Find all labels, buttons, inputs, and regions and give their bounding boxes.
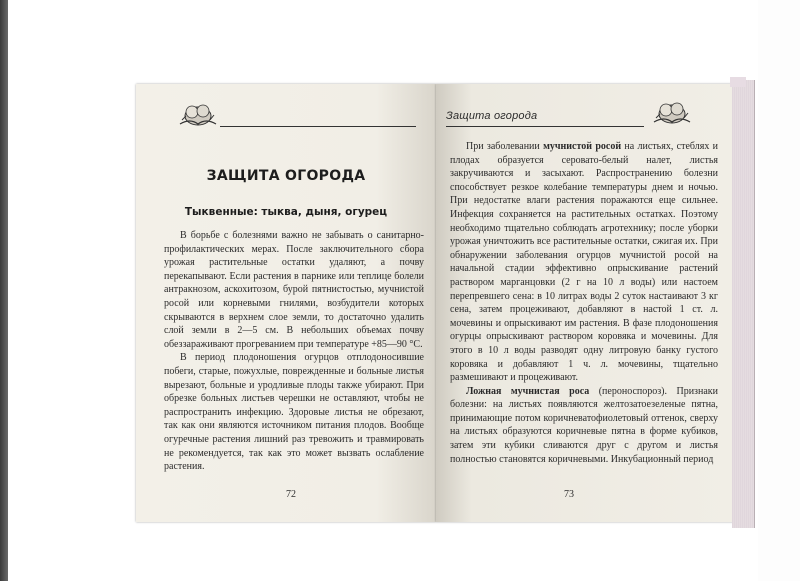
paragraph: В борьбе с болезнями важно не забывать о санитарно-профилактических мерах. После заключительного сбора урожая растительные остатки удаляют, а почву перекапывают. Если растения в парнике или теплице болели антракнозом, аскохитозом, бурой пятнистостью, мучнистой росой или корневыми гнилями, возбудители которых скрываются в верхнем слое земли, то достаточно удалить слой земли в 2—5 см. В небольших объемах почву обеззараживают прогреванием при температуре +85—90 °С. xyxy=(164,230,424,350)
page-number: 73 xyxy=(564,489,574,500)
bold-term: мучнистой росой xyxy=(543,141,622,152)
paragraph xyxy=(450,140,718,385)
page-number: 72 xyxy=(286,489,296,500)
text-run: на листьях, стеблях и плодах образуется серовато-белый налет, листья закручиваются и засыхают. Распространению болезни способствует резкое колебание температуры днем и ночью. При недостатке влаги растения поражаются еще сильнее. Инфекция сохраняется на растительных остатках. Поэтому необходимо тщательно соблюдать агротехнику; после уборки урожая уничтожить все растительные остатки, сжигая их. При обнаружении заболевания огурцов мучнистой росой на начальной стадии эффективно опрыскивание растений раствором марганцовки (2 г на 10 л воды) или настоем перепревшего сена: в 10 литрах воды 2 суток настаивают 3 кг сена, затем процеживают, добавляют в настой 1 ст. л. мочевины и опрыскивают им растения. В фазе плодоношения огурцы опрыскивают раствором коровяка и мочевины. Для этого в 10 л воды разводят одну литровую банку густого коровяка и добавляют 1 ч. л. мочевины, тщательно размешивают и процеживают. xyxy=(450,141,718,384)
page-edges xyxy=(732,80,755,528)
bold-term: Ложная мучнистая роса xyxy=(466,385,590,397)
paragraph xyxy=(450,385,718,467)
section-title: Тыквенные: тыква, дыня, огурец xyxy=(184,206,388,218)
text-run: (пероноспороз). xyxy=(589,385,668,397)
chapter-title: ЗАЩИТА ОГОРОДА xyxy=(206,168,366,184)
text-run: Признаки болезни: на листьях появляются желтозатоезеленые пятна, принимающие потом коричневатофиолетовый оттенок, сверху на листьях образуются коричневые пятна в форме кубиков, затем эти кубики сливаются друг с другом и листья полностью становятся коричневыми. Инкубационный период xyxy=(450,385,718,465)
header-rule xyxy=(220,126,416,127)
open-book xyxy=(132,76,754,528)
scan-background xyxy=(758,0,800,581)
left-body-text xyxy=(164,229,424,474)
flower-ornament-icon xyxy=(176,98,220,128)
paragraph: В период плодоношения огурцов отплодоносившие побеги, старые, пожухлые, поврежденные и больные листья вырезают, больные и уродливые плоды также убирают. При обрезке больных листьев черешки не оставляют, чтобы не распространить инфекцию. Здоровые листья не обрезают, так как они являются источником питания плодов. Вообще огуречные растения лишний раз тревожить и травмировать не рекомендуется, так как это может вызвать ослабление растения. xyxy=(164,352,424,473)
text-run: При заболевании xyxy=(466,141,544,152)
left-page xyxy=(136,84,436,522)
running-head: Защита огорода xyxy=(446,110,538,122)
flower-ornament-icon xyxy=(650,96,694,126)
header-rule xyxy=(446,126,644,127)
right-page xyxy=(436,84,734,522)
right-body-text xyxy=(450,140,718,466)
scanner-edge xyxy=(0,0,8,581)
